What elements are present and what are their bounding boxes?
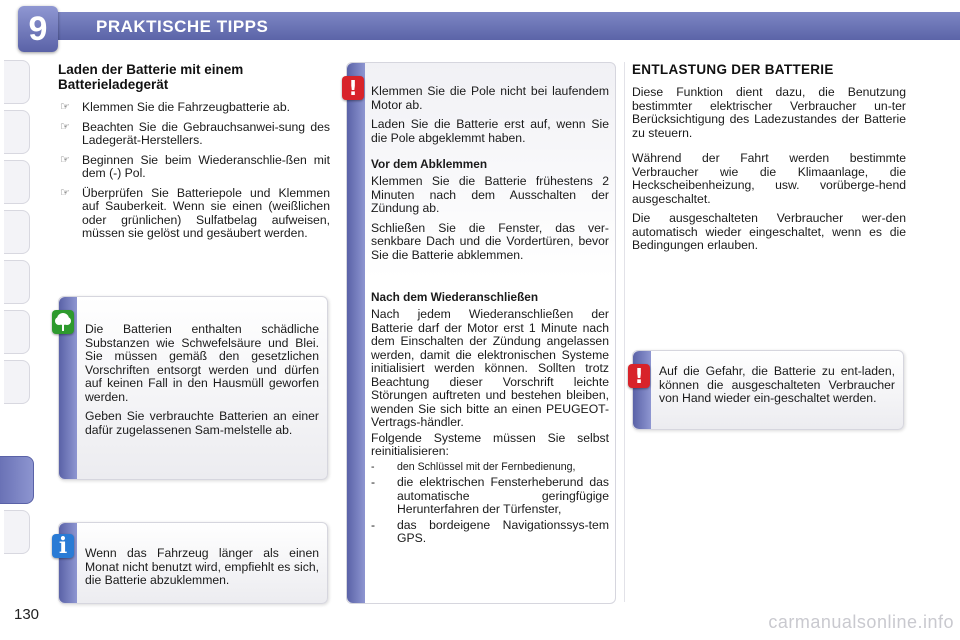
chapter-badge: 9 bbox=[18, 6, 58, 52]
side-tab-6[interactable] bbox=[4, 310, 30, 354]
environment-text-1: Die Batterien enthalten schädliche Substanzen wie Schwefelsäure und Blei. Sie müssen gemäß den gesetzlichen Vorschriften entsorgt werden und dürfen auf keinen Fall in den Hausmüll geworfen werden. bbox=[85, 322, 319, 404]
charging-steps bbox=[58, 101, 330, 241]
load-shedding-text-1: Diese Funktion dient dazu, die Benutzung bestimmter elektrischer Verbraucher un-ter Berücksichtigung des Ladezustandes der Batterie zu steuern. bbox=[632, 85, 906, 140]
pointing-hand-icon: ☞ bbox=[60, 101, 70, 113]
load-warning-box bbox=[632, 350, 904, 430]
side-tab-4[interactable] bbox=[4, 210, 30, 254]
list-item: - das bordeigene Navigationssys-tem GPS. bbox=[371, 517, 609, 545]
side-tab-7[interactable] bbox=[4, 360, 30, 404]
load-shedding-text-2: Während der Fahrt werden bestimmte Verbraucher wie die Klimaanlage, die Heckscheibenheizung, usw. vorüberge-hend ausgeschaltet. bbox=[632, 151, 906, 206]
pointing-hand-icon: ☞ bbox=[60, 186, 70, 199]
section-title-charging: Laden der Batterie mit einem Batterieladegerät bbox=[58, 62, 244, 92]
load-warning-text: Auf die Gefahr, die Batterie zu ent-laden, können die ausgeschalteten Verbraucher von Hand wieder ein-geschaltet werden. bbox=[659, 364, 895, 405]
reinit-systems-list bbox=[371, 461, 609, 546]
after-text-1: Nach jedem Wiederanschließen der Batterie darf der Motor erst 1 Minute nach dem Einschalten der Zündung angelassen werden, damit die elektronischen Systeme initialisiert werden können. Sollten trotz Beachtung dieser Vorschrift leichte Störungen auftreten und bestehen bleiben, wenden Sie sich bitte an einen PEUGEOT-Vertrags-händler. bbox=[371, 307, 609, 429]
subheading-after-reconnect: Nach dem Wiederanschließen bbox=[371, 290, 539, 304]
right-column bbox=[632, 62, 906, 259]
warning-panel bbox=[346, 62, 616, 604]
pointing-hand-icon: ☞ bbox=[60, 153, 70, 166]
subheading-before-disconnect: Vor dem Abklemmen bbox=[371, 157, 488, 171]
warning-icon: ! bbox=[342, 76, 364, 100]
info-icon: i bbox=[52, 534, 74, 558]
middle-column bbox=[346, 62, 616, 604]
list-item: - die elektrischen Fensterheberund das automatische geringfügige Herunterfahren der Türfenster, bbox=[371, 475, 609, 516]
before-text-2: Schließen Sie die Fenster, das ver-senkbare Dach und die Vordertüren, bevor Sie die Batterie abklemmen. bbox=[371, 220, 609, 262]
list-item: ☞ Überprüfen Sie Batteriepole und Klemmen auf Sauberkeit. Wenn sie einen (weißlichen oder grünlichen) Sulfatbelag aufweisen, müssen sie gelöst und gesäubert werden. bbox=[60, 185, 330, 240]
side-tab-3[interactable] bbox=[4, 160, 30, 204]
warning-icon: ! bbox=[628, 364, 650, 388]
list-item: - den Schlüssel mit der Fernbedienung, bbox=[371, 460, 576, 473]
after-text-2: Folgende Systeme müssen Sie selbst reinitialisieren: bbox=[371, 430, 609, 458]
info-text: Wenn das Fahrzeug länger als einen Monat nicht benutzt wird, empfiehlt es sich, die Batterie abzuklemmen. bbox=[85, 546, 319, 587]
chapter-title: PRAKTISCHE TIPPS bbox=[96, 17, 269, 36]
info-note-box bbox=[58, 522, 328, 604]
side-tab-5[interactable] bbox=[4, 260, 30, 304]
load-shedding-text-3: Die ausgeschalteten Verbraucher wer-den automatisch wieder eingeschaltet, wenn es die Bedingungen erlauben. bbox=[632, 211, 906, 252]
side-tab-9[interactable] bbox=[4, 510, 30, 554]
list-item: ☞ Klemmen Sie die Fahrzeugbatterie ab. bbox=[60, 100, 290, 114]
list-item: ☞ Beginnen Sie beim Wiederanschlie-ßen mit dem (-) Pol. bbox=[60, 152, 330, 180]
warning-text-1: Klemmen Sie die Pole nicht bei laufendem Motor ab. bbox=[371, 84, 609, 112]
watermark: carmanualsonline.info bbox=[768, 612, 954, 632]
column-divider bbox=[624, 62, 625, 602]
left-column bbox=[58, 62, 330, 247]
section-title-load-shedding: ENTLASTUNG DER BATTERIE bbox=[632, 62, 834, 77]
before-text-1: Klemmen Sie die Batterie frühestens 2 Minuten nach dem Ausschalten der Zündung ab. bbox=[371, 174, 609, 215]
side-tab-2[interactable] bbox=[4, 110, 30, 154]
list-item: ☞ Beachten Sie die Gebrauchsanwei-sung des Ladegerät-Herstellers. bbox=[60, 119, 330, 147]
warning-text-2: Laden Sie die Batterie erst auf, wenn Sie die Pole abgeklemmt haben. bbox=[371, 117, 609, 145]
pointing-hand-icon: ☞ bbox=[60, 120, 70, 133]
side-tab-active[interactable] bbox=[0, 456, 34, 504]
page-number: 130 bbox=[14, 606, 40, 623]
side-tab-1[interactable] bbox=[4, 60, 30, 104]
environment-text-2: Geben Sie verbrauchte Batterien an einer dafür zugelassenen Sam-melstelle ab. bbox=[85, 409, 319, 437]
tree-icon bbox=[52, 310, 74, 334]
header-bar bbox=[0, 0, 960, 48]
environment-note-box bbox=[58, 296, 328, 480]
